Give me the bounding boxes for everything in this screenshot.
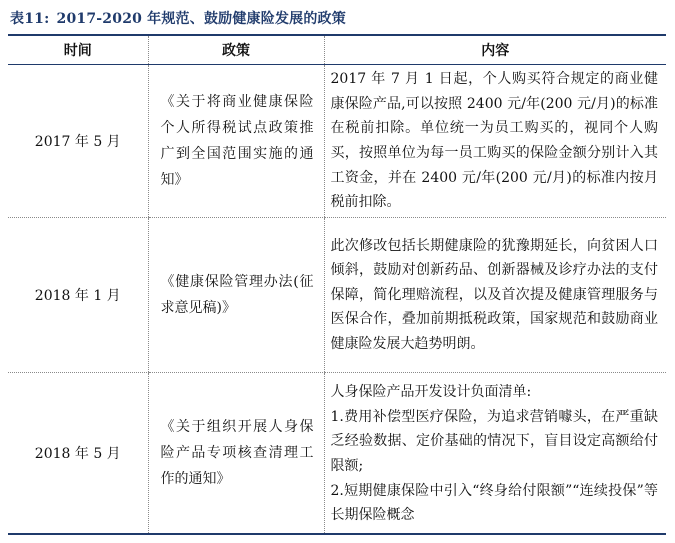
row-content (324, 373, 666, 535)
row-policy: 《关于将商业健康保险个人所得税试点政策推广到全国范围实施的通知》 (148, 65, 324, 218)
content-line: 2017 年 7 月 1 日起，个人购买符合规定的商业健康保险产品,可以按照 2400 元/年(200 元/月)的标准在税前扣除。单位统一为员工购买的，视同个人购买，按照单位为每一员工购买的保险金额分别计入其工资金，并在 2400 元/年(200 元/月)的标准内按月税前扣除。 (330, 71, 658, 211)
row-policy: 《健康保险管理办法(征求意见稿)》 (148, 218, 324, 373)
row-time: 2017 年 5 月 (8, 65, 148, 218)
policy-table (8, 34, 666, 535)
table-row (8, 373, 666, 535)
header-time: 时间 (8, 35, 148, 65)
table-row (8, 218, 666, 373)
row-time: 2018 年 1 月 (8, 218, 148, 373)
content-line: 此次修改包括长期健康险的犹豫期延长，向贫困人口倾斜，鼓励对创新药品、创新器械及诊疗办法的支付保障，简化理赔流程，以及首次提及健康管理服务与医保合作，叠加前期抵税政策，国家规范和鼓励商业健康险发展大趋势明朗。 (330, 237, 658, 352)
header-content: 内容 (324, 35, 666, 65)
table-title (10, 8, 346, 28)
table-row (8, 65, 666, 218)
row-time: 2018 年 5 月 (8, 373, 148, 535)
content-line: 1.费用补偿型医疗保险，为追求营销噱头，在严重缺乏经验数据、定价基础的情况下，盲目设定高额给付限额; (330, 408, 658, 474)
table-header-row (8, 35, 666, 65)
row-content (324, 218, 666, 373)
row-content (324, 65, 666, 218)
header-policy: 政策 (148, 35, 324, 65)
content-line: 人身保险产品开发设计负面清单: (330, 384, 532, 401)
row-policy: 《关于组织开展人身保险产品专项核查清理工作的通知》 (148, 373, 324, 535)
content-line: 2.短期健康保险中引入“终身给付限额”“连续投保”等长期保险概念 (330, 482, 658, 524)
table-title-label: 表11: (10, 11, 50, 27)
table-title-text: 2017-2020 年规范、鼓励健康险发展的政策 (56, 11, 346, 27)
